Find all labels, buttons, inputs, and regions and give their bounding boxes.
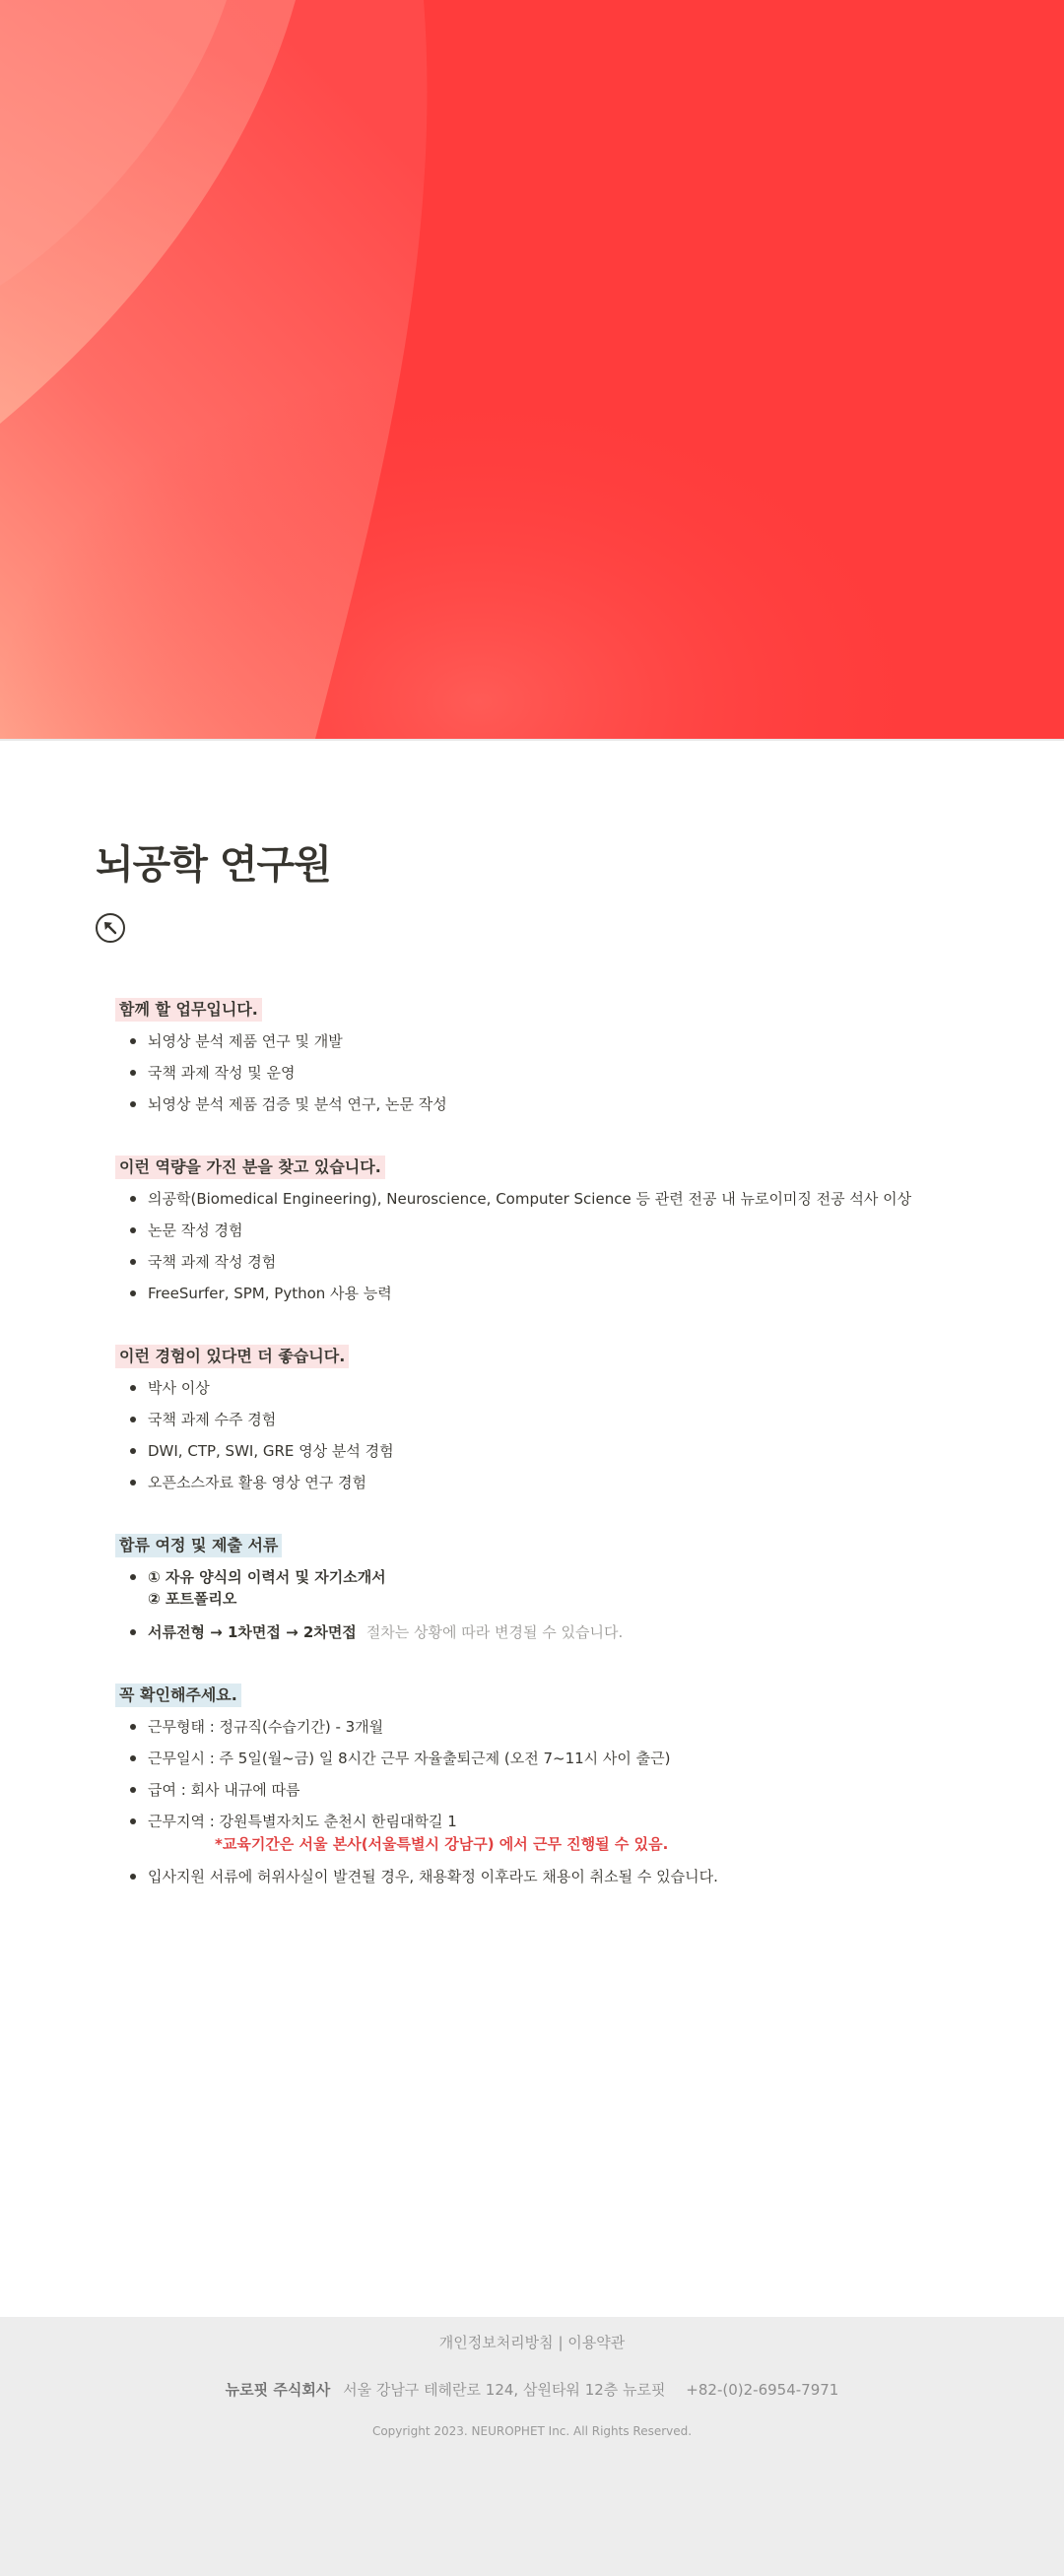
section-heading-duties: 함께 할 업무입니다. [115,998,262,1022]
copyright: Copyright 2023. NEUROPHET Inc. All Rights Reserved. [371,2424,693,2438]
list-item: DWI, CTP, SWI, GRE 영상 분석 경험 [148,1442,394,1460]
privacy-policy-link[interactable]: 개인정보처리방침 [438,2334,554,2351]
process-steps-note: 절차는 상황에 따라 변경될 수 있습니다. [366,1623,624,1641]
hero-gradient-art [0,0,1064,739]
list-item: 논문 작성 경험 [148,1222,243,1239]
list-item: 의공학(Biomedical Engineering), Neuroscience, Computer Science 등 관련 전공 내 뉴로이미징 전공 석사 이상 [148,1190,912,1208]
company-name: 뉴로핏 주식회사 [225,2381,331,2399]
list-item: FreeSurfer, SPM, Python 사용 능력 [148,1285,392,1302]
arrow-up-left-icon [101,919,119,937]
location-note: *교육기간은 서울 본사(서울특별시 강남구) 에서 근무 진행될 수 있음. [215,1835,669,1853]
list-item: 국책 과제 작성 경험 [148,1253,277,1271]
list-item: 급여 : 회사 내규에 따름 [148,1781,300,1799]
list-item: 오픈소스자료 활용 영상 연구 경험 [148,1474,366,1491]
footer-company-info [0,2380,1064,2400]
list-item-documents [148,1566,386,1610]
documents-line-1: ① 자유 양식의 이력서 및 자기소개서 [148,1568,386,1586]
process-steps: 서류전형 → 1차면접 → 2차면접 [148,1623,357,1641]
company-address: 서울 강남구 테헤란로 124, 삼원타워 12층 뉴로핏 [343,2381,666,2399]
hero-divider [0,739,1064,741]
list-item: 뇌영상 분석 제품 검증 및 분석 연구, 논문 작성 [148,1095,447,1113]
list-item: 입사지원 서류에 허위사실이 발견될 경우, 채용확정 이후라도 채용이 취소될 수 있습니다. [148,1868,718,1885]
section-heading-requirements: 이런 역량을 가진 분을 찾고 있습니다. [115,1156,385,1179]
list-item-steps [148,1621,623,1643]
list-item: 박사 이상 [148,1379,210,1397]
list-item: 국책 과제 작성 및 운영 [148,1064,296,1082]
list-item: 근무형태 : 정규직(수습기간) - 3개월 [148,1718,384,1736]
terms-link[interactable]: 이용약관 [567,2334,626,2351]
back-button[interactable] [96,913,125,943]
hero-banner [0,0,1064,739]
section-heading-preferred: 이런 경험이 있다면 더 좋습니다. [115,1345,349,1368]
list-item: 근무일시 : 주 5일(월~금) 일 8시간 근무 자율출퇴근제 (오전 7~11시 사이 출근) [148,1750,671,1767]
list-item: 근무지역 : 강원특별자치도 춘천시 한림대학길 1 [148,1813,457,1830]
list-item: 뇌영상 분석 제품 연구 및 개발 [148,1032,343,1050]
company-phone: +82-(0)2-6954-7971 [686,2381,839,2399]
footer [0,2317,1064,2576]
list-item: 국책 과제 수주 경험 [148,1411,277,1428]
page-title: 뇌공학 연구원 [96,842,331,888]
section-heading-process: 합류 여정 및 제출 서류 [115,1534,282,1557]
section-heading-notice: 꼭 확인해주세요. [115,1684,241,1707]
documents-line-2: ② 포트폴리오 [148,1590,237,1608]
footer-links [0,2333,1064,2352]
footer-separator: | [558,2334,564,2351]
